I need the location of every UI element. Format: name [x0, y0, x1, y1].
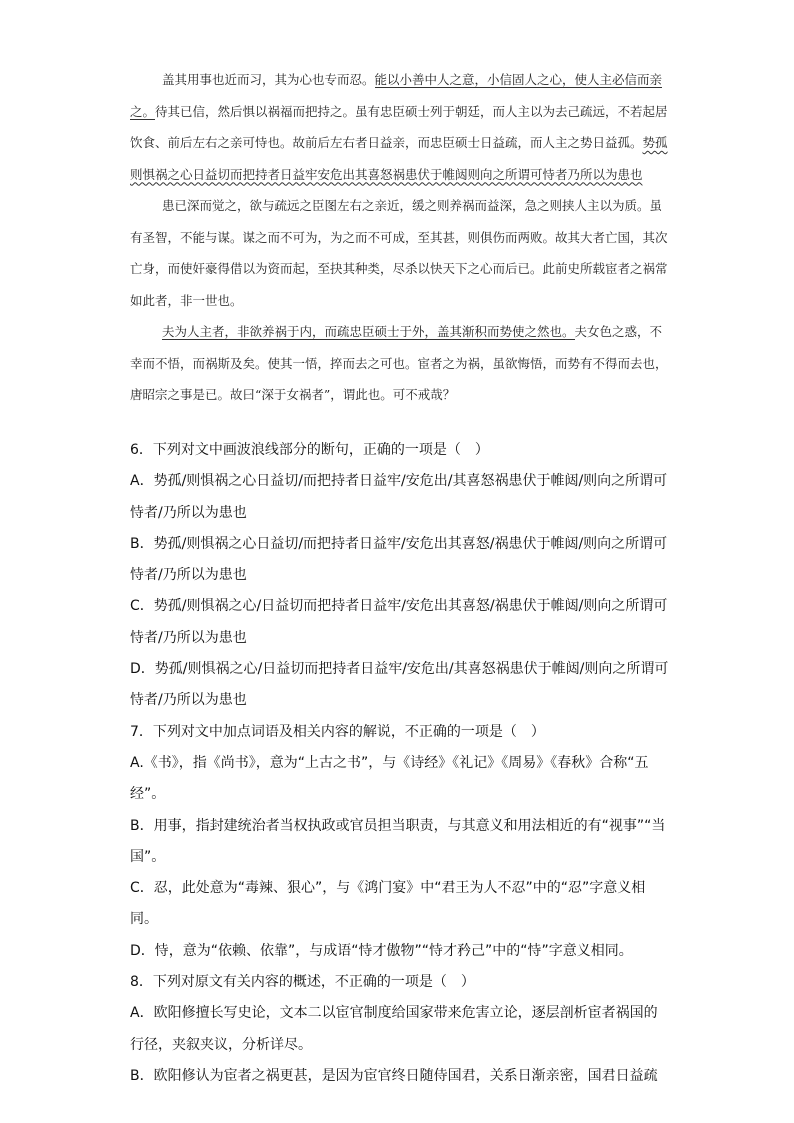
question-8-stem: 8．下列对原文有关内容的概述，不正确的一项是（ ）: [130, 974, 475, 991]
question-8-option-b: B．欧阳修认为宦者之祸更甚，是因为宦官终日随侍国君，关系日渐亲密，国君日益疏: [130, 1067, 658, 1084]
question-6-stem: 6．下列对文中画波浪线部分的断句，正确的一项是（ ）: [130, 442, 489, 458]
passage-p3-text-b: 夫女色之惑，不幸而不悟，而祸斯及矣。使其一悟，捽而去之可也。宦者之为祸，虽欲悔悟，而势有不得而去也，唐昭宗之事是已。故曰“深于女祸者”，谓此也。可不戒哉？: [130, 324, 668, 402]
passage-p1-text-c: 待其已信，然后惧以祸福而把持之。虽有忠臣硕士列于朝廷，而人主以为去己疏远，不若起居饮食、前后左右之亲可恃也。故前后左右者日益亲，而忠臣硕士日益疏，而人主之势日益孤。: [130, 103, 668, 150]
question-7-option-d: D．恃，意为“依赖、依靠”，与成语“恃才傲物”“恃才矜己”中的“恃”字意义相同。: [130, 942, 633, 959]
passage-paragraph-2: 患已深而觉之，欲与疏远之臣图左右之亲近，缓之则养祸而益深，急之则挟人主以为质。虽有圣智，不能与谋。谋之而不可为，为之而不可成，至其甚，则俱伤而两败。故其大者亡国，其次亡身，而使奸豪得借以为资而起，至抉其种类，尽杀以快天下之心而后已。此前史所载宦者之祸常如此者，非一世也。: [130, 198, 668, 308]
question-6-option-b: B．势孤/则惧祸之心日益切/而把持者日益牢/安危出其喜怒/祸患伏于帷闼/则向之所谓可恃者/乃所以为患也: [130, 535, 668, 584]
questions-section: [130, 435, 670, 1092]
question-7-option-b: B．用事，指封建统治者当权执政或官员担当职责，与其意义和用法相近的有“视事”“当国”。: [130, 817, 666, 865]
question-6-option-d: D．势孤/则惧祸之心/日益切而把持者日益牢/安危出/其喜怒祸患伏于帷闼/则向之所谓可恃者/乃所以为患也: [130, 661, 669, 709]
passage-p1-text-a: 盖其用事也近而习，其为心也专而忍。: [162, 72, 375, 87]
question-8-option-a: A．欧阳修擅长写史论，文本二以宦官制度给国家带来危害立论，逐层剖析宦者祸国的行径，夹叙夹议，分析详尽。: [130, 1005, 658, 1053]
question-7-stem: 7．下列对文中加点词语及相关内容的解说，不正确的一项是（ ）: [130, 723, 545, 740]
question-6-option-c: C．势孤/则惧祸之心/日益切而把持者日益牢/安危出其喜怒/祸患伏于帷闼/则向之所谓可恃者/乃所以为患也: [130, 598, 668, 646]
wavy-underlined-sentence: 势孤则惧祸之心日益切而把持者日益牢安危出其喜怒祸患伏于帷闼则向之所谓可恃者乃所以为患也: [130, 135, 668, 182]
question-7-option-c: C．忍，此处意为“毒辣、狠心”，与《鸿门宴》中“君王为人不忍”中的“忍”字意义相同。: [130, 880, 646, 928]
passage-paragraph-3: [130, 316, 670, 411]
question-7-option-a: A.《书》，指《尚书》，意为“上古之书”，与《诗经》《礼记》《周易》《春秋》合称“五经”。: [130, 754, 649, 803]
underlined-sentence: 能以小善中人之意，小信固人之心，使人主必信而亲之。: [130, 72, 663, 119]
underlined-sentence-2: 夫为人主者，非欲养祸于内，而疏忠臣硕士于外，盖其渐积而势使之然也。: [162, 324, 575, 339]
passage-paragraph-1: [130, 64, 670, 190]
classical-passage: [130, 64, 670, 411]
question-6-option-a: A．势孤/则惧祸之心日益切/而把持者日益牢/安危出/其喜怒祸患伏于帷闼/则向之所谓可恃者/乃所以为患也: [130, 473, 668, 521]
